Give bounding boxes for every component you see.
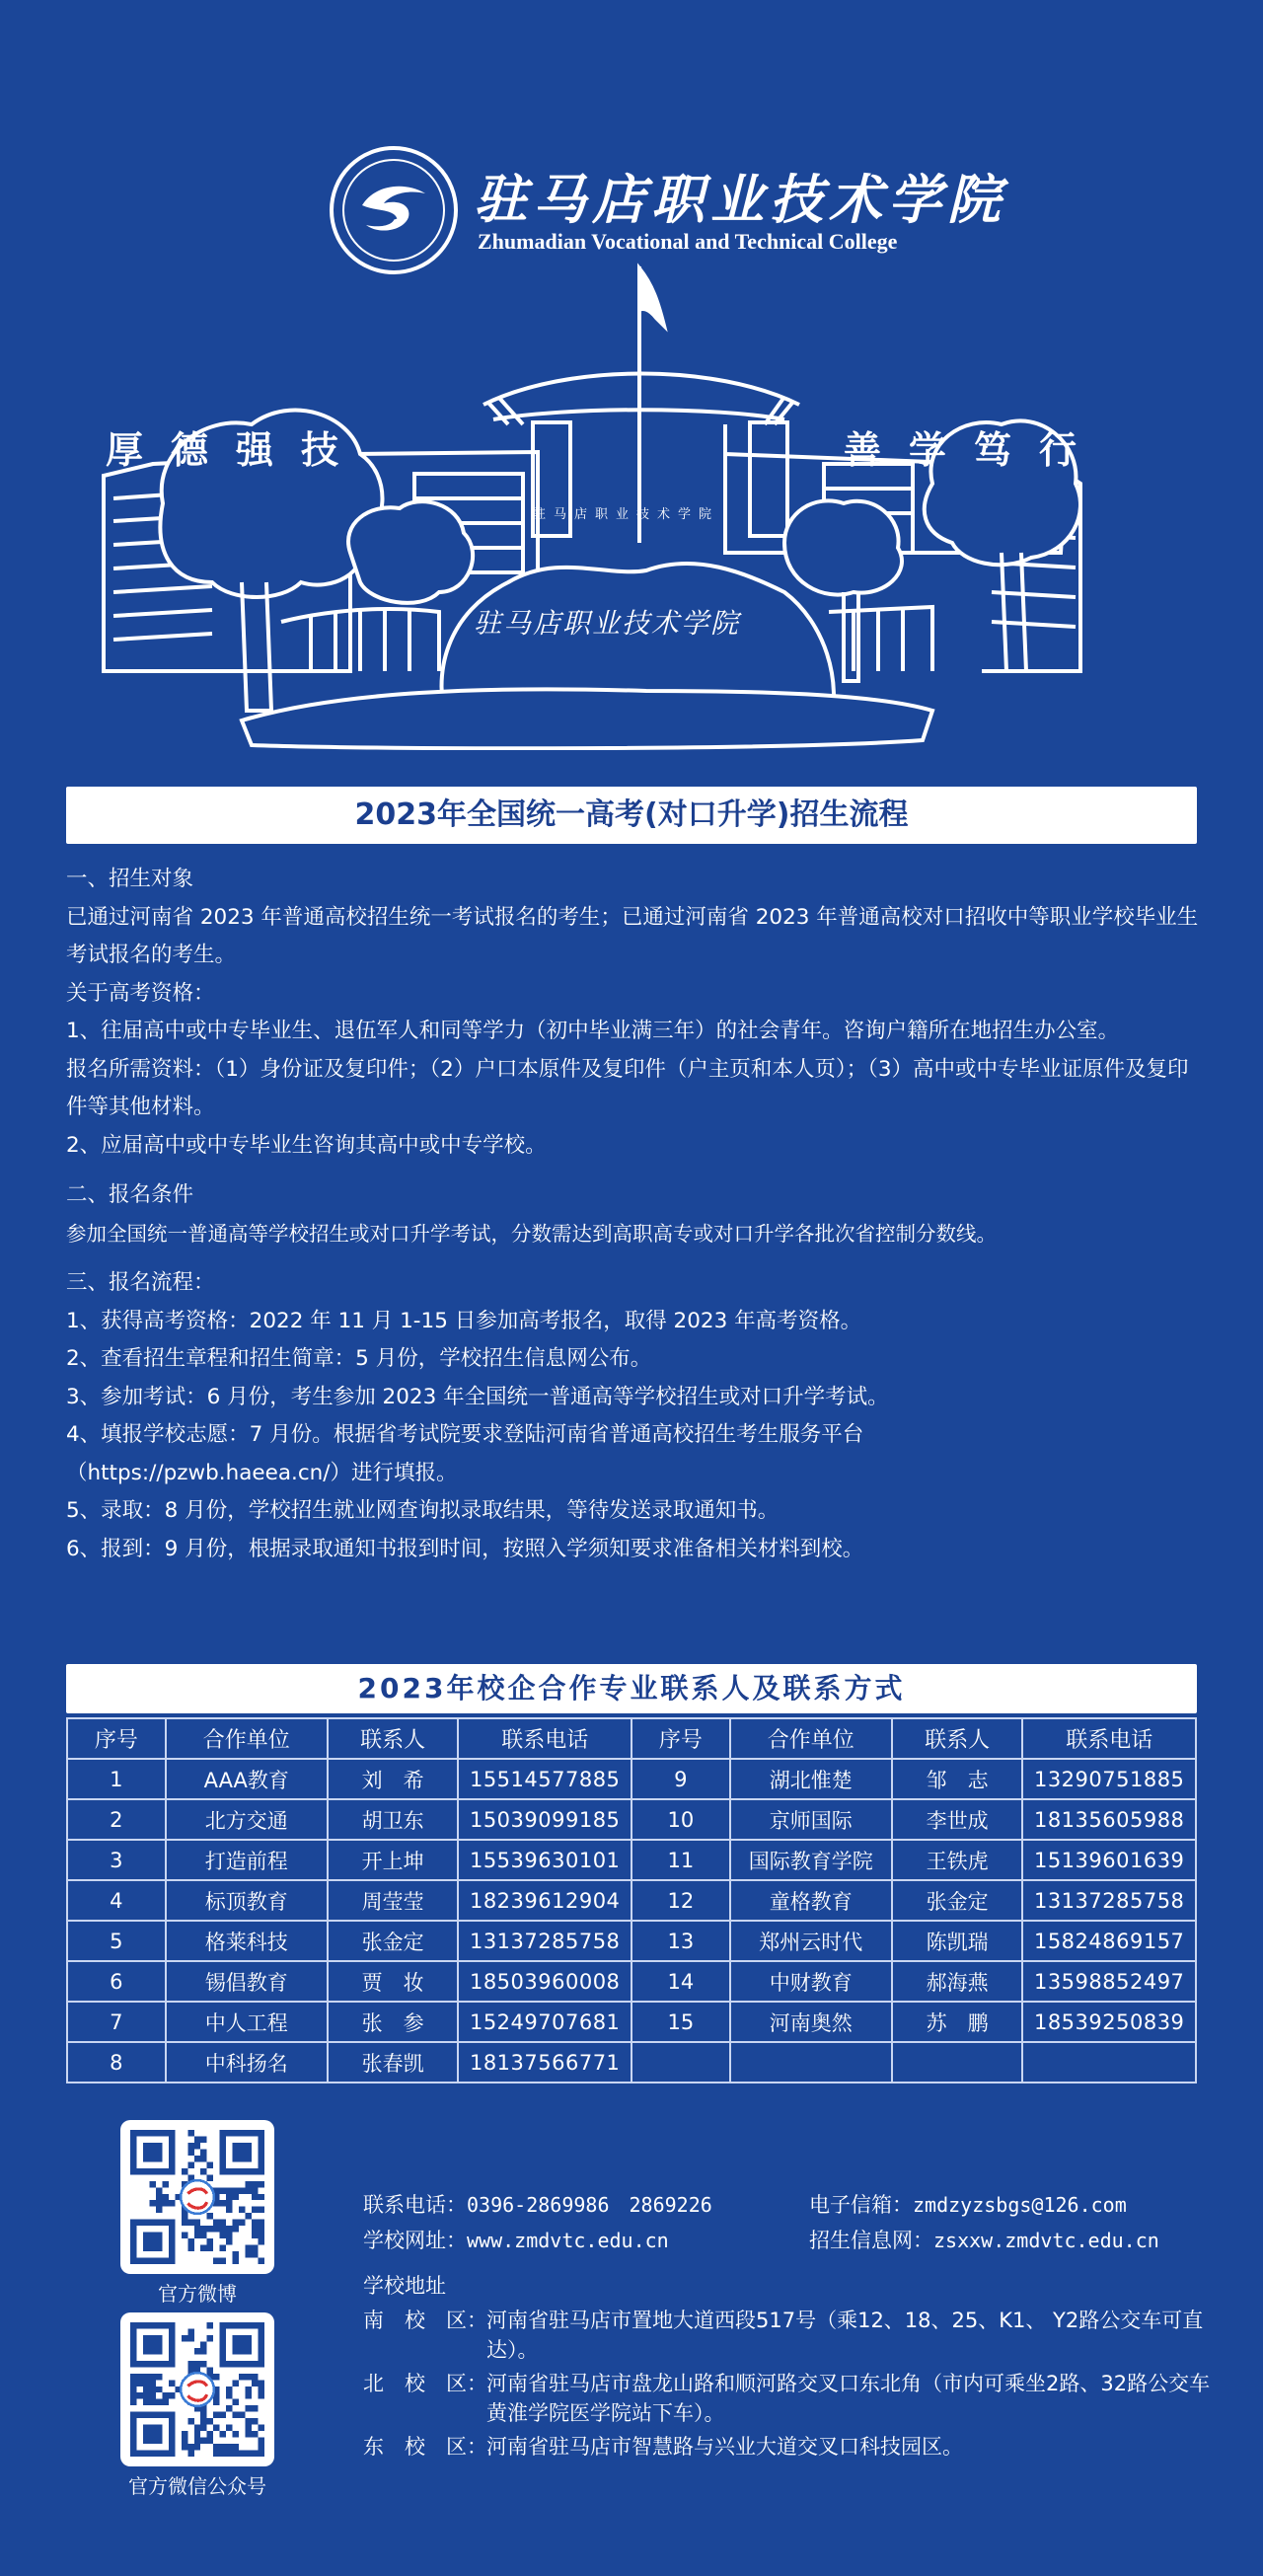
contact-phone xyxy=(1022,2042,1196,2083)
contact-person: 刘 希 xyxy=(328,1759,459,1799)
section-text: 报名所需资料：（1）身份证及复印件；（2）户口本原件及复印件（户主页和本人页）；（3）高中或中专毕业证原件及复印件等其他材料。 xyxy=(66,1056,1189,1119)
partner-unit: 国际教育学院 xyxy=(730,1840,892,1880)
section-heading: 二、报名条件 xyxy=(66,1182,194,1207)
qr-caption: 官方微信公众号 xyxy=(128,2474,266,2498)
contact-phone: 15824869157 xyxy=(1022,1921,1196,1961)
column-header: 合作单位 xyxy=(730,1718,892,1759)
contact-phone: 13137285758 xyxy=(1022,1880,1196,1921)
contact-phone: 13290751885 xyxy=(1022,1759,1196,1799)
section-text: 4、填报学校志愿：7 月份。根据省考试院要求登陆河南省普通高校招生考生服务平台（https://pzwb.haeea.cn/）进行填报。 xyxy=(66,1422,864,1485)
contact-person: 张金定 xyxy=(328,1921,459,1961)
table-row xyxy=(67,1799,1196,1840)
row-index: 2 xyxy=(67,1799,166,1840)
section-text: 2、查看招生章程和招生简章：5 月份，学校招生信息网公布。 xyxy=(66,1346,652,1371)
contact-phone: 18503960008 xyxy=(458,1961,632,2002)
admission-site-label: 招生信息网： xyxy=(809,2229,933,2252)
contact-phone: 15539630101 xyxy=(458,1840,632,1880)
phone-value: 0396-2869986 2869226 xyxy=(467,2193,712,2217)
section-text: 6、报到：9 月份，根据录取通知书报到时间，按照入学须知要求准备相关材料到校。 xyxy=(66,1536,864,1561)
motto-left: 厚德强技 xyxy=(106,428,367,472)
contact-phone: 13598852497 xyxy=(1022,1961,1196,2002)
partner-unit: 格莱科技 xyxy=(166,1921,328,1961)
section-text: 3、参加考试：6 月份，考生参加 2023 年全国统一普通高等学校招生或对口升学考试。 xyxy=(66,1384,889,1409)
section-text: 关于高考资格： xyxy=(66,980,215,1006)
contact-phone: 18539250839 xyxy=(1022,2002,1196,2042)
row-index: 8 xyxy=(67,2042,166,2083)
partner-unit: 标顶教育 xyxy=(166,1880,328,1921)
table-row xyxy=(67,1880,1196,1921)
table-row xyxy=(67,1921,1196,1961)
partner-unit: 打造前程 xyxy=(166,1840,328,1880)
section-text: 5、录取：8 月份，学校招生就业网查询拟录取结果，等待发送录取通知书。 xyxy=(66,1498,780,1523)
column-header: 联系电话 xyxy=(458,1718,632,1759)
row-index: 3 xyxy=(67,1840,166,1880)
row-index: 13 xyxy=(632,1921,730,1961)
row-index: 1 xyxy=(67,1759,166,1799)
qr-wechat[interactable] xyxy=(120,2312,281,2499)
section-heading: 三、报名流程： xyxy=(66,1270,215,1295)
table-row xyxy=(67,1961,1196,2002)
contacts-table xyxy=(66,1717,1197,2084)
process-title-banner: 2023年全国统一高考(对口升学)招生流程 xyxy=(66,787,1197,844)
campus-illustration xyxy=(94,257,1169,750)
row-index: 4 xyxy=(67,1880,166,1921)
contact-person: 王铁虎 xyxy=(892,1840,1023,1880)
table-row xyxy=(67,2042,1196,2083)
campus-label: 南 校 区： xyxy=(363,2309,487,2332)
column-header: 合作单位 xyxy=(166,1718,328,1759)
partner-unit: 湖北惟楚 xyxy=(730,1759,892,1799)
section-text: 1、获得高考资格：2022 年 11 月 1-15 日参加高考报名，取得 2023 年高考资格。 xyxy=(66,1308,862,1333)
building-sign: 驻马店职业技术学院 xyxy=(533,507,720,522)
section-heading: 一、招生对象 xyxy=(66,867,194,891)
admission-site-line xyxy=(809,2225,1159,2254)
college-name-cn: 驻马店职业技术学院 xyxy=(474,168,1006,231)
column-header: 联系人 xyxy=(892,1718,1023,1759)
partner-unit: 北方交通 xyxy=(166,1799,328,1840)
row-index: 15 xyxy=(632,2002,730,2042)
contact-phone: 15139601639 xyxy=(1022,1840,1196,1880)
contact-person: 陈凯瑞 xyxy=(892,1921,1023,1961)
section-text: 已通过河南省 2023 年普通高校招生统一考试报名的考生；已通过河南省 2023 年普通高校对口招收中等职业学校毕业生考试报名的考生。 xyxy=(66,904,1199,967)
qr-weibo[interactable] xyxy=(120,2120,274,2307)
contact-person: 张 参 xyxy=(328,2002,459,2042)
process-section xyxy=(66,861,1201,1568)
row-index xyxy=(632,2042,730,2083)
contact-phone: 18135605988 xyxy=(1022,1799,1196,1840)
partner-unit: 中财教育 xyxy=(730,1961,892,2002)
campus-addresses xyxy=(363,2306,1224,2462)
partner-unit: 中人工程 xyxy=(166,2002,328,2042)
partner-unit: 河南奥然 xyxy=(730,2002,892,2042)
column-header: 序号 xyxy=(67,1718,166,1759)
contact-phone: 15039099185 xyxy=(458,1799,632,1840)
contact-phone: 13137285758 xyxy=(458,1921,632,1961)
email-label: 电子信箱： xyxy=(809,2193,913,2217)
contact-person: 张金定 xyxy=(892,1880,1023,1921)
contact-person: 贾 妆 xyxy=(328,1961,459,2002)
contact-person: 开上坤 xyxy=(328,1840,459,1880)
partner-unit: 锡倡教育 xyxy=(166,1961,328,2002)
contact-person: 李世成 xyxy=(892,1799,1023,1840)
website-link[interactable]: www.zmdvtc.edu.cn xyxy=(467,2229,669,2252)
partner-unit: 童格教育 xyxy=(730,1880,892,1921)
website-label: 学校网址： xyxy=(363,2229,467,2252)
address-heading: 学校地址 xyxy=(363,2274,446,2298)
partner-unit: 郑州云时代 xyxy=(730,1921,892,1961)
partner-unit: AAA教育 xyxy=(166,1759,328,1799)
qr-caption: 官方微博 xyxy=(158,2282,237,2306)
row-index: 5 xyxy=(67,1921,166,1961)
website-line xyxy=(363,2225,669,2254)
contact-person: 邹 志 xyxy=(892,1759,1023,1799)
campus-east xyxy=(363,2432,1224,2462)
row-index: 9 xyxy=(632,1759,730,1799)
campus-north xyxy=(363,2369,1224,2428)
column-header: 联系电话 xyxy=(1022,1718,1196,1759)
admission-site-link[interactable]: zsxxw.zmdvtc.edu.cn xyxy=(933,2229,1159,2252)
college-emblem xyxy=(330,146,458,274)
contact-person: 张春凯 xyxy=(328,2042,459,2083)
phone-label: 联系电话： xyxy=(363,2193,467,2217)
partner-unit xyxy=(730,2042,892,2083)
contacts-title-banner: 2023年校企合作专业联系人及联系方式 xyxy=(66,1664,1197,1713)
qr-code-icon[interactable] xyxy=(120,2120,274,2274)
contact-person: 周莹莹 xyxy=(328,1880,459,1921)
contact-phone: 18137566771 xyxy=(458,2042,632,2083)
section-text: 1、往届高中或中专毕业生、退伍军人和同等学力（初中毕业满三年）的社会青年。咨询户籍所在地招生办公室。 xyxy=(66,1019,1120,1043)
table-row xyxy=(67,2002,1196,2042)
campus-address: 河南省驻马店市置地大道西段517号（乘12、18、25、K1、 Y2路公交车可直达）。 xyxy=(486,2309,1204,2362)
row-index: 7 xyxy=(67,2002,166,2042)
column-header: 序号 xyxy=(632,1718,730,1759)
motto-right: 善学笃行 xyxy=(844,428,1105,472)
campus-address: 河南省驻马店市盘龙山路和顺河路交叉口东北角（市内可乘坐2路、32路公交车黄淮学院医学院站下车）。 xyxy=(486,2372,1211,2425)
section-text: 2、应届高中或中专毕业生咨询其高中或中专学校。 xyxy=(66,1132,547,1158)
stone-sign: 驻马店职业技术学院 xyxy=(474,607,741,640)
row-index: 11 xyxy=(632,1840,730,1880)
campus-label: 北 校 区： xyxy=(363,2372,487,2395)
emblem-wave-icon xyxy=(342,159,445,262)
contact-person: 胡卫东 xyxy=(328,1799,459,1840)
table-row xyxy=(67,1840,1196,1880)
contact-phone: 15249707681 xyxy=(458,2002,632,2042)
contact-phone: 18239612904 xyxy=(458,1880,632,1921)
contact-phone: 15514577885 xyxy=(458,1759,632,1799)
email-line xyxy=(809,2189,1127,2219)
qr-code-icon[interactable] xyxy=(120,2312,274,2466)
column-header: 联系人 xyxy=(328,1718,459,1759)
row-index: 14 xyxy=(632,1961,730,2002)
section-text: 参加全国统一普通高等学校招生或对口升学考试，分数需达到高职高专或对口升学各批次省控制分数线。 xyxy=(66,1221,997,1246)
contact-person xyxy=(892,2042,1023,2083)
campus-label: 东 校 区： xyxy=(363,2435,487,2459)
campus-south xyxy=(363,2306,1224,2365)
row-index: 12 xyxy=(632,1880,730,1921)
contact-person: 苏 鹏 xyxy=(892,2002,1023,2042)
table-row xyxy=(67,1759,1196,1799)
partner-unit: 京师国际 xyxy=(730,1799,892,1840)
college-name-en: Zhumadian Vocational and Technical College xyxy=(478,229,898,254)
partner-unit: 中科扬名 xyxy=(166,2042,328,2083)
campus-address: 河南省驻马店市智慧路与兴业大道交叉口科技园区。 xyxy=(486,2435,963,2459)
contact-person: 郝海燕 xyxy=(892,1961,1023,2002)
row-index: 6 xyxy=(67,1961,166,2002)
email-link[interactable]: zmdzyzsbgs@126.com xyxy=(913,2193,1127,2217)
table-header-row xyxy=(67,1718,1196,1759)
phone-line xyxy=(363,2189,712,2219)
row-index: 10 xyxy=(632,1799,730,1840)
